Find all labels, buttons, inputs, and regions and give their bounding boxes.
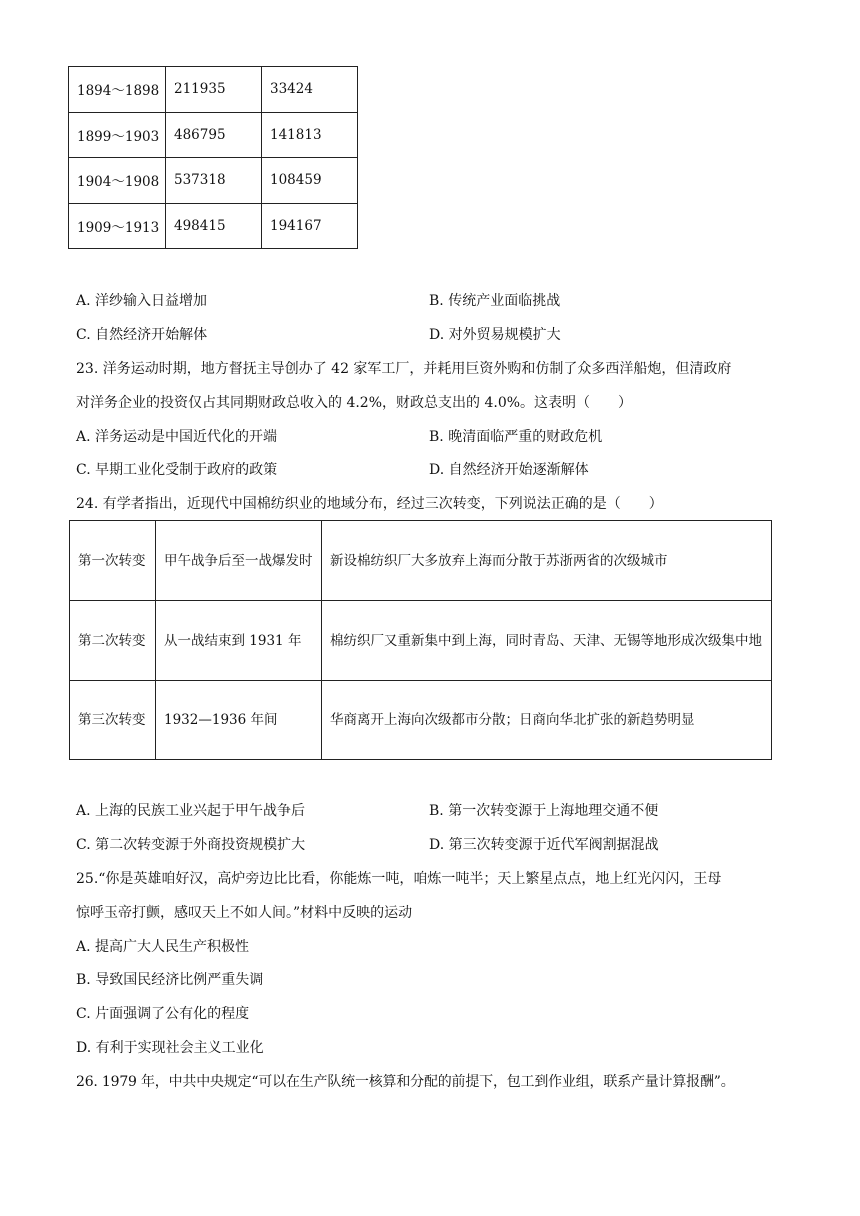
cotton-industry-table: [69, 520, 772, 760]
table-cell: 第一次转变: [70, 521, 156, 601]
option-b: B. 第一次转变源于上海地理交通不便: [429, 803, 659, 819]
option-d: D. 自然经济开始逐渐解体: [429, 462, 589, 478]
table-cell: 1932—1936 年间: [156, 681, 322, 760]
option-a: A. 洋务运动是中国近代化的开端: [76, 429, 278, 445]
data-table-1: [68, 66, 358, 249]
option-d: D. 对外贸易规模扩大: [429, 327, 561, 343]
table-row: [69, 67, 358, 113]
table-row: [69, 158, 358, 204]
option-d: D. 有利于实现社会主义工业化: [76, 1040, 264, 1056]
table-row: [70, 681, 772, 760]
table-cell: 141813: [262, 112, 358, 158]
option-b: B. 传统产业面临挑战: [429, 293, 561, 309]
table-cell: 从一战结束到 1931 年: [156, 601, 322, 681]
option-c: C. 片面强调了公有化的程度: [76, 1006, 250, 1022]
table-row: [70, 521, 772, 601]
table-cell: 棉纺织厂又重新集中到上海，同时青岛、天津、无锡等地形成次级集中地: [322, 601, 772, 681]
table-cell: 33424: [262, 67, 358, 113]
option-c: C. 早期工业化受制于政府的政策: [76, 462, 278, 478]
option-c: C. 第二次转变源于外商投资规模扩大: [76, 837, 306, 853]
option-d: D. 第三次转变源于近代军阀割据混战: [429, 837, 659, 853]
question-26-stem: 26. 1979 年，中共中央规定“可以在生产队统一核算和分配的前提下，包工到作业组，联系产量计算报酬”。: [76, 1074, 735, 1090]
question-23-stem: 23. 洋务运动时期，地方督抚主导创办了 42 家军工厂，并耗用巨资外购和仿制了众多西洋船炮，但清政府: [76, 361, 732, 377]
table-cell: 1904～1908: [69, 158, 166, 204]
option-b: B. 晚清面临严重的财政危机: [429, 429, 603, 445]
option-b: B. 导致国民经济比例严重失调: [76, 972, 264, 988]
option-c: C. 自然经济开始解体: [76, 327, 208, 343]
option-a: A. 上海的民族工业兴起于甲午战争后: [76, 803, 306, 819]
table-cell: 108459: [262, 158, 358, 204]
table-cell: 新设棉纺织厂大多放弃上海而分散于苏浙两省的次级城市: [322, 521, 772, 601]
table-cell: 第二次转变: [70, 601, 156, 681]
table-cell: 第三次转变: [70, 681, 156, 760]
table-cell: 537318: [166, 158, 262, 204]
table-row: [69, 112, 358, 158]
table-cell: 1909～1913: [69, 203, 166, 249]
option-a: A. 洋纱输入日益增加: [76, 293, 208, 309]
table-cell: 211935: [166, 67, 262, 113]
table-cell: 华商离开上海向次级都市分散；日商向华北扩张的新趋势明显: [322, 681, 772, 760]
table-cell: 498415: [166, 203, 262, 249]
question-24-stem: 24. 有学者指出，近现代中国棉纺织业的地域分布，经过三次转变，下列说法正确的是（ ）: [76, 496, 663, 512]
table-row: [69, 203, 358, 249]
question-23-stem-cont: 对洋务企业的投资仅占其同期财政总收入的 4.2%，财政总支出的 4.0%。这表明（ ）: [76, 395, 633, 411]
table-cell: 194167: [262, 203, 358, 249]
table-cell: 甲午战争后至一战爆发时: [156, 521, 322, 601]
table-cell: 486795: [166, 112, 262, 158]
table-cell: 1894～1898: [69, 67, 166, 113]
table-row: [70, 601, 772, 681]
question-25-stem: 25.“你是英雄咱好汉，高炉旁边比比看，你能炼一吨，咱炼一吨半；天上繁星点点，地上红光闪闪，王母: [76, 871, 722, 887]
option-a: A. 提高广大人民生产积极性: [76, 939, 250, 955]
question-25-stem-cont: 惊呼玉帝打颤，感叹天上不如人间。”材料中反映的运动: [76, 905, 413, 921]
table-cell: 1899～1903: [69, 112, 166, 158]
